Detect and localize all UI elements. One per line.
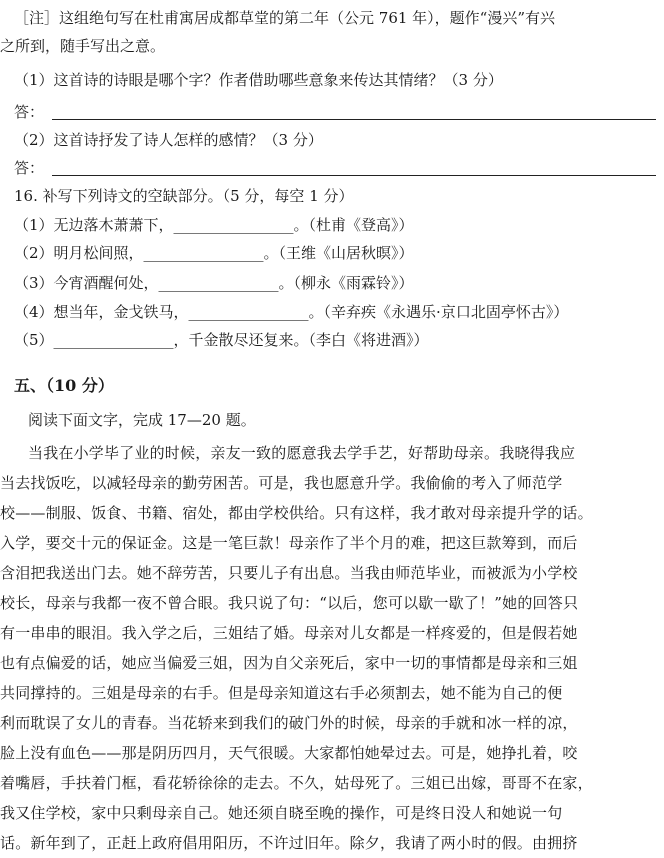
section-5-title: 五、（10 分） (14, 376, 114, 395)
passage-line: 有一串串的眼泪。我入学之后，三姐结了婚。母亲对儿女都是一样疼爱的，但是假若她 (0, 624, 578, 642)
passage-line: 入学，要交十元的保证金。这是一笔巨款！母亲作了半个月的难，把这巨款筹到，而后 (0, 534, 578, 552)
passage-line: 校——制服、饭食、书籍、宿处，都由学校供给。只有这样，我才敢对母亲提升学的话。 (0, 504, 593, 522)
question-16-item-3: （3）今宵酒醒何处，________________。（柳永《雨霖铃》） (14, 274, 414, 292)
passage-line: 也有点偏爱的话，她应当偏爱三姐，因为自父亲死后，家中一切的事情都是母亲和三姐 (0, 654, 578, 672)
question-2: （2）这首诗抒发了诗人怎样的感情？（3 分） (14, 131, 323, 149)
passage-line: 话。新年到了，正赶上政府倡用阳历，不许过旧年。除夕，我请了两小时的假。由拥挤 (0, 834, 578, 852)
passage-line: 我又住学校，家中只剩母亲自己。她还须自晓至晚的操作，可是终日没人和她说一句 (0, 804, 563, 822)
question-16-item-2: （2）明月松间照，________________。（王维《山居秋暝》） (14, 244, 414, 262)
question-1: （1）这首诗的诗眼是哪个字？作者借助哪些意象来传达其情绪？（3 分） (14, 71, 503, 89)
question-16-title: 16. 补写下列诗文的空缺部分。（5 分，每空 1 分） (14, 187, 354, 205)
passage-line: 当我在小学毕了业的时候，亲友一致的愿意我去学手艺，好帮助母亲。我晓得我应 (28, 444, 576, 462)
question-16-item-4: （4）想当年，金戈铁马，________________。（辛弃疾《永遇乐·京口北固亭怀古》） (14, 303, 569, 321)
passage-line: 脸上没有血色——那是阴历四月，天气很暖。大家都怕她晕过去。可是，她挣扎着，咬 (0, 744, 578, 762)
passage-line: 含泪把我送出门去。她不辞劳苦，只要儿子有出息。当我由师范毕业，而被派为小学校 (0, 564, 578, 582)
passage-line: 校长，母亲与我都一夜不曾合眼。我只说了句：“以后，您可以歇一歇了！”她的回答只 (0, 594, 579, 612)
passage-line: 共同撑持的。三姐是母亲的右手。但是母亲知道这右手必须割去，她不能为自己的便 (0, 684, 563, 702)
note-line-1: ［注］这组绝句写在杜甫寓居成都草堂的第二年（公元 761 年），题作“漫兴”有兴 (14, 9, 556, 27)
answer-line-2[interactable] (52, 175, 656, 176)
answer-label-1: 答： (14, 103, 45, 121)
answer-line-1[interactable] (52, 119, 656, 120)
question-16-item-1: （1）无边落木萧萧下，________________。（杜甫《登高》） (14, 216, 414, 234)
passage-line: 当去找饭吃，以减轻母亲的勤劳困苦。可是，我也愿意升学。我偷偷的考入了师范学 (0, 474, 563, 492)
section-5-instruction: 阅读下面文字，完成 17—20 题。 (28, 411, 256, 429)
passage-line: 着嘴唇，手扶着门框，看花轿徐徐的走去。不久，姑母死了。三姐已出嫁，哥哥不在家， (0, 774, 593, 792)
note-line-2: 之所到，随手写出之意。 (0, 37, 166, 55)
passage-line: 利而耽误了女儿的青春。当花轿来到我们的破门外的时候，母亲的手就和冰一样的凉， (0, 714, 578, 732)
question-16-item-5: （5）________________，千金散尽还复来。（李白《将进酒》） (14, 331, 429, 349)
answer-label-2: 答： (14, 159, 45, 177)
